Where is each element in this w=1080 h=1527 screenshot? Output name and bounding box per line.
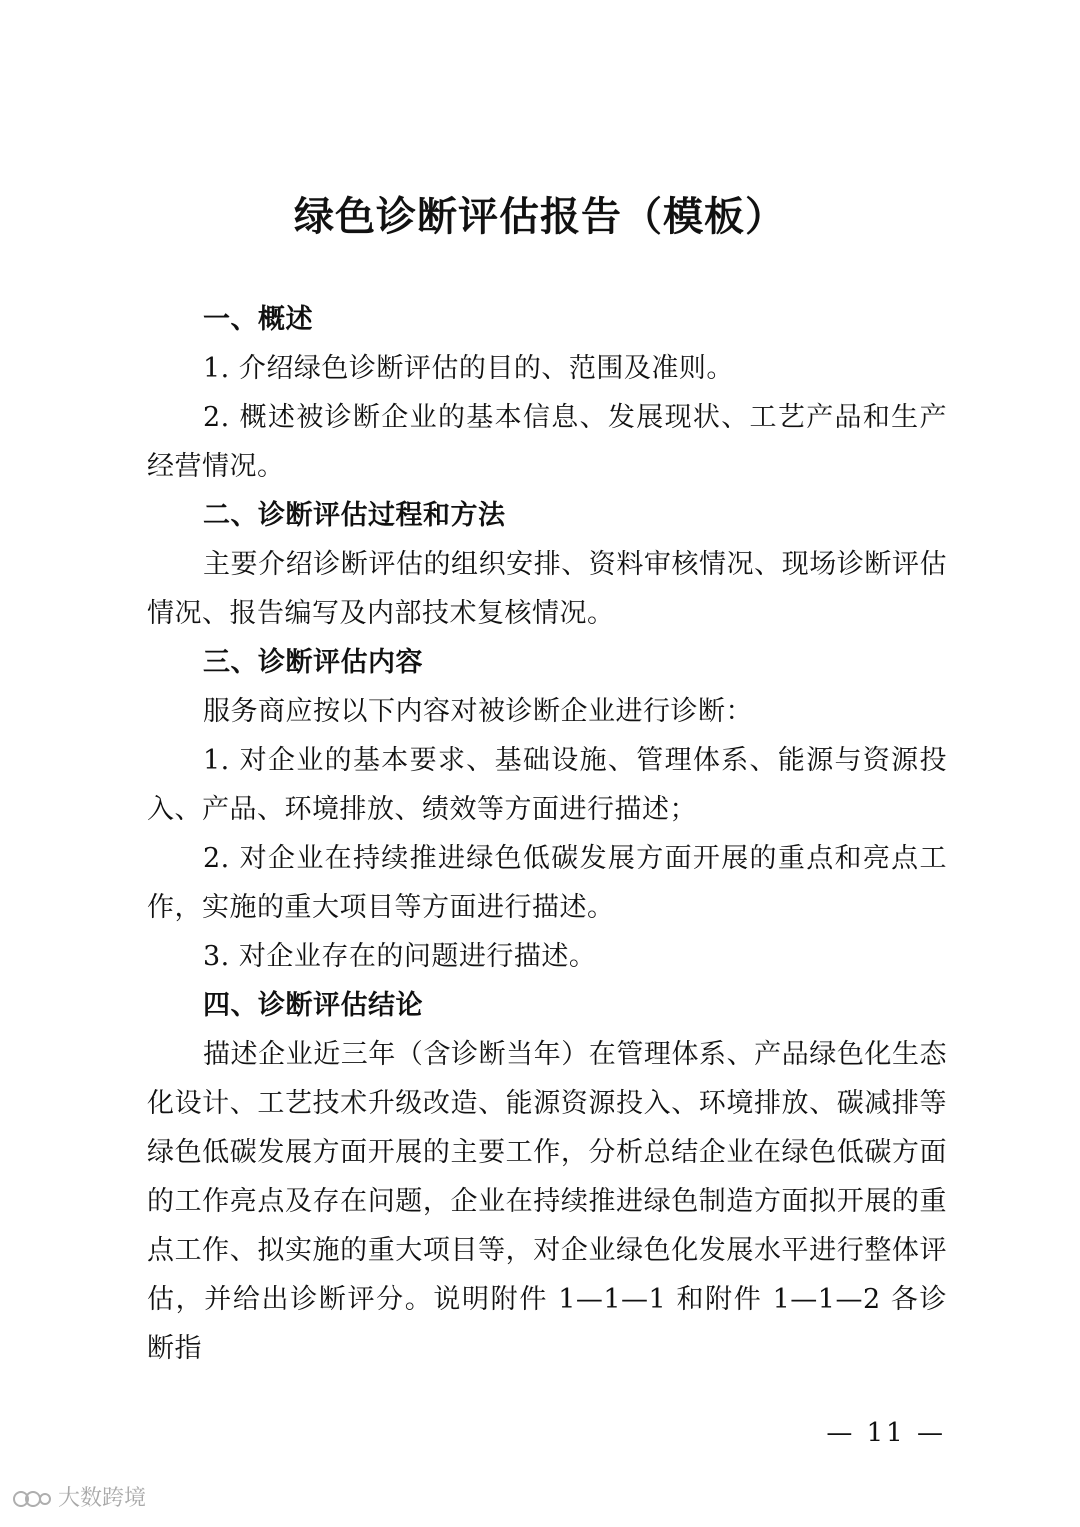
paragraph: 3. 对企业存在的问题进行描述。 [203,941,597,972]
paragraph: 2. 对企业在持续推进绿色低碳发展方面开展的重点和亮点工作，实施的重大项目等方面进行描述。 [147,843,947,923]
page-number: — 11 — [826,1418,946,1448]
document-body [147,295,947,1373]
logo-icon [12,1487,52,1511]
section-heading: 四、诊断评估结论 [203,990,423,1021]
section-heading: 二、诊断评估过程和方法 [203,500,506,531]
paragraph: 1. 介绍绿色诊断评估的目的、范围及准则。 [203,353,734,384]
paragraph: 2. 概述被诊断企业的基本信息、发展现状、工艺产品和生产经营情况。 [147,402,947,482]
paragraph: 1. 对企业的基本要求、基础设施、管理体系、能源与资源投入、产品、环境排放、绩效等方面进行描述； [147,745,947,825]
section-heading: 三、诊断评估内容 [203,647,423,678]
paragraph: 描述企业近三年（含诊断当年）在管理体系、产品绿色化生态化设计、工艺技术升级改造、能源资源投入、环境排放、碳减排等绿色低碳发展方面开展的主要工作，分析总结企业在绿色低碳方面的工作亮点及存在问题，企业在持续推进绿色制造方面拟开展的重点工作、拟实施的重大项目等，对企业绿色化发展水平进行整体评估，并给出诊断评分。说明附件 1—1—1 和附件 1—1—2 各诊断指 [147,1039,947,1364]
page-title: 绿色诊断评估报告（模板） [294,194,786,240]
watermark-text: 大数跨境 [58,1486,147,1511]
paragraph: 服务商应按以下内容对被诊断企业进行诊断： [203,696,753,727]
watermark [12,1484,146,1514]
section-heading: 一、概述 [203,304,313,335]
paragraph: 主要介绍诊断评估的组织安排、资料审核情况、现场诊断评估情况、报告编写及内部技术复核情况。 [147,549,947,629]
